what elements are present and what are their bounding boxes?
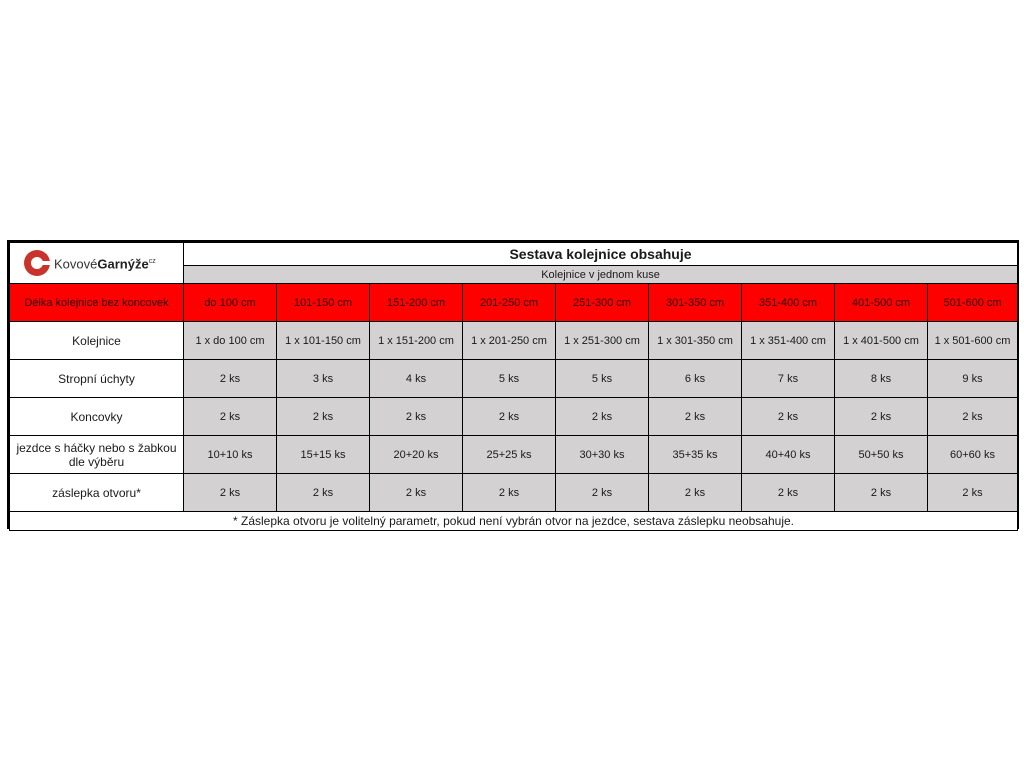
table-cell: 2 ks xyxy=(556,398,649,436)
row-label: Kolejnice xyxy=(10,322,184,360)
footnote-row xyxy=(10,512,1018,531)
table-cell: 1 x 101-150 cm xyxy=(277,322,370,360)
table-cell: 50+50 ks xyxy=(835,436,928,474)
length-header-cell: 301-350 cm xyxy=(649,284,742,322)
table-cell: 3 ks xyxy=(277,360,370,398)
table-cell: 2 ks xyxy=(742,474,835,512)
table-cell: 2 ks xyxy=(835,474,928,512)
length-header-row xyxy=(10,284,1018,322)
rail-set-table xyxy=(7,240,1019,529)
table-cell: 2 ks xyxy=(184,474,277,512)
length-header-cell: do 100 cm xyxy=(184,284,277,322)
table-cell: 7 ks xyxy=(742,360,835,398)
length-header-cell: 151-200 cm xyxy=(370,284,463,322)
table-cell: 4 ks xyxy=(370,360,463,398)
table-cell: 2 ks xyxy=(463,398,556,436)
logo-mark-icon xyxy=(24,250,50,276)
table-cell: 2 ks xyxy=(277,398,370,436)
table-cell: 2 ks xyxy=(649,398,742,436)
table-cell: 2 ks xyxy=(277,474,370,512)
kovove-garnyze-logo xyxy=(24,250,183,276)
table-cell: 9 ks xyxy=(928,360,1018,398)
table-cell: 1 x 201-250 cm xyxy=(463,322,556,360)
row-label: záslepka otvoru* xyxy=(10,474,184,512)
table-cell: 60+60 ks xyxy=(928,436,1018,474)
logo-text: KovovéGarnýže$^{cz}$ xyxy=(54,256,156,272)
table-cell: 1 x 501-600 cm xyxy=(928,322,1018,360)
table-cell: 1 x 151-200 cm xyxy=(370,322,463,360)
table-cell: 40+40 ks xyxy=(742,436,835,474)
rail-set-grid xyxy=(9,242,1018,531)
table-cell: 20+20 ks xyxy=(370,436,463,474)
table-cell: 2 ks xyxy=(184,398,277,436)
table-cell: 2 ks xyxy=(370,398,463,436)
table-row xyxy=(10,398,1018,436)
table-row xyxy=(10,474,1018,512)
table-cell: 1 x 301-350 cm xyxy=(649,322,742,360)
table-cell: 2 ks xyxy=(928,474,1018,512)
logo-cell xyxy=(10,243,184,284)
table-cell: 10+10 ks xyxy=(184,436,277,474)
footnote: * Záslepka otvoru je volitelný parametr, pokud není vybrán otvor na jezdce, sestava záslepku neobsahuje. xyxy=(10,512,1018,531)
table-cell: 2 ks xyxy=(928,398,1018,436)
table-cell: 1 x 351-400 cm xyxy=(742,322,835,360)
table-cell: 2 ks xyxy=(649,474,742,512)
length-header-cell: 501-600 cm xyxy=(928,284,1018,322)
length-header-cell: 251-300 cm xyxy=(556,284,649,322)
table-cell: 2 ks xyxy=(742,398,835,436)
table-cell: 25+25 ks xyxy=(463,436,556,474)
length-header-cell: 351-400 cm xyxy=(742,284,835,322)
table-row xyxy=(10,436,1018,474)
table-title: Sestava kolejnice obsahuje xyxy=(184,243,1018,266)
row-label: Stropní úchyty xyxy=(10,360,184,398)
table-cell: 6 ks xyxy=(649,360,742,398)
table-row xyxy=(10,322,1018,360)
table-cell: 5 ks xyxy=(463,360,556,398)
table-cell: 1 x do 100 cm xyxy=(184,322,277,360)
row-label: jezdce s háčky nebo s žabkou dle výběru xyxy=(10,436,184,474)
table-cell: 15+15 ks xyxy=(277,436,370,474)
length-header-cell: 101-150 cm xyxy=(277,284,370,322)
table-cell: 1 x 401-500 cm xyxy=(835,322,928,360)
table-cell: 5 ks xyxy=(556,360,649,398)
length-header-cell: 201-250 cm xyxy=(463,284,556,322)
table-cell: 2 ks xyxy=(556,474,649,512)
table-cell: 2 ks xyxy=(184,360,277,398)
table-cell: 2 ks xyxy=(463,474,556,512)
table-cell: 8 ks xyxy=(835,360,928,398)
table-cell: 2 ks xyxy=(835,398,928,436)
table-cell: 1 x 251-300 cm xyxy=(556,322,649,360)
table-cell: 2 ks xyxy=(370,474,463,512)
length-row-label: Délka kolejnice bez koncovek xyxy=(10,284,184,322)
length-header-cell: 401-500 cm xyxy=(835,284,928,322)
table-subtitle: Kolejnice v jednom kuse xyxy=(184,266,1018,284)
row-label: Koncovky xyxy=(10,398,184,436)
table-cell: 35+35 ks xyxy=(649,436,742,474)
table-row xyxy=(10,360,1018,398)
table-cell: 30+30 ks xyxy=(556,436,649,474)
